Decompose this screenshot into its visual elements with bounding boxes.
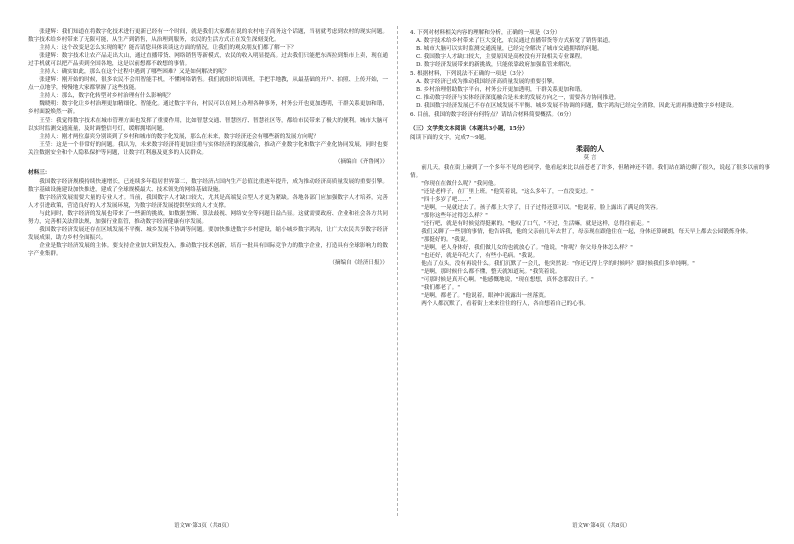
story-author: 莫 言 [583,154,597,161]
question-section [410,29,770,120]
material-heading: 材料三： [28,169,51,176]
dialog-paragraph: 王莹：我觉得数字技术在城市管理方面也发挥了重要作用，比如智慧交通、智慧医疗、智慧社区等，都给市民带来了极大的便利。城市大脑可以实时监测交通流量，及时调整信号灯，缓解拥堵问题。 [28,117,388,132]
story-paragraph: 前几天，我在街上碰到了一个多年不见的老同学，他看起来比以前苍老了许多，但精神还不错。我们站在路边聊了很久，说起了很多以前的事情。 [410,164,770,179]
dialog-paragraph: 张建辉：我们知道在将数字化技术进行更新已经有一个时间，就是我们大家都在说的农村电子商务这个话题，当初就考虑到农村的现实问题。数字技术给乡村带来了无限可能，从生产到销售，从治理到服务，农民的生活方式正在发生深刻变化。 [28,29,388,44]
section-instruction: 阅读下面的文字，完成7～9题。 [410,134,490,141]
spacer [410,120,770,123]
dialog-section [28,28,388,157]
question-stem: 5. 根据材料，下列说法不正确的一项是（3分） [410,71,527,78]
material-paragraph: 企业是数字经济发展的主体。要支持企业加大研发投入，推动数字技术创新，培育一批具有国际竞争力的数字企业，打造具有全球影响力的数字产业集群。 [28,243,388,258]
dialog-paragraph: 王莹：这是一个非常好的问题。我认为，未来数字经济将更加注重与实体经济的深度融合，推动产业数字化和数字产业化协同发展，同时也要关注数据安全和个人隐私保护等问题，让数字红利惠及更多的人民群众。 [28,141,388,156]
story-paragraph: 我们又聊了一些别的事情，他告诉我，他的父亲前几年去世了，母亲现在跟他住在一起，身体还算硬朗，每天早上都去公园锻炼身体。 [421,229,752,236]
question-option: D. 数字经济发展带来的新挑战，只能依靠政府加强监管来解决。 [416,62,575,69]
material-paragraph: 数字经济发展需要大量的专业人才。当前，我国数字人才缺口较大，尤其是高端复合型人才更为紧缺。各地各部门应加强数字人才培养，完善人才引进政策，营造良好的人才发展环境，为数字经济发展提供坚实的人才支撑。 [28,194,388,209]
material-paragraph: 我国数字经济发展还存在区域发展不平衡、城乡发展不协调等问题。要加快推进数字乡村建设，缩小城乡数字鸿沟，让广大农民共享数字经济发展成果，助力乡村全面振兴。 [28,227,388,242]
story-paragraph: "是啊，那时候什么都不懂，整天就知道玩。"我笑着说。 [421,269,561,276]
dialog-paragraph: 主持人：那么，数字化转型对乡村治理有什么影响呢？ [39,93,174,100]
question-option: A. 数字经济已成为推动我国经济高质量发展的重要引擎。 [416,79,558,86]
story-paragraph: "可那时候是真开心啊。"他感慨地说，"现在想想，真怀念那段日子。" [421,277,594,284]
story-paragraph: "也还好，就是年纪大了，有些小毛病。"我说。 [421,253,539,260]
column-divider [397,26,398,516]
dialog-paragraph: 主持人：确实如此，那么在这个过程中遇到了哪些困难？又是如何解决的呢？ [39,69,230,76]
source-citation-1: （摘编自《齐鲁网》） [334,158,388,165]
question-stem: 6. 目前，我国的数字经济有何特点？请结合材料简要概括。（6分） [410,112,575,119]
dialog-paragraph: 张建辉：数字技术让农产品走出大山，通过直播带货、网络销售等新模式，农民的收入明显提高。过去我们只能把东西拉到集市上卖，现在通过手机就可以把产品卖到全国各地，这是以前想都不敢想的事情。 [28,53,388,68]
story-paragraph: "四十多岁了吧……" [421,196,472,203]
source-citation-2: （摘编自《经济日报》） [329,260,388,267]
dialog-paragraph: 张建辉：刚开始的时候，很多农民不会用智能手机，不懂网络销售。我们就组织培训班，手把手地教，从最基础的开户、拍照、上传开始，一点一点地学，慢慢地大家都掌握了这些技能。 [28,77,388,92]
story-section [410,164,770,309]
material-section [28,178,388,258]
page-footer-right: 语文W·第4页（共8页） [572,523,631,529]
story-paragraph: 他点了点头，没有再说什么。我们沉默了一会儿，他突然说："你还记得上学的时候吗？那时候我们多单纯啊。" [421,261,695,268]
question-stem: 4. 下列对材料相关内容的理解和分析，正确的一项是（3分） [410,30,561,36]
story-paragraph: "是啊，老人身体好，我们做儿女的也就放心了。"他说，"你呢？你父母身体怎么样？" [421,245,633,252]
dialog-paragraph: 魏晓明：数字化让乡村治理更加精细化、智能化。通过数字平台，村民可以在网上办理各种事务，村务公开也更加透明，干群关系更加和谐，乡村面貌焕然一新。 [28,101,388,116]
question-option: C. 我国数字人才缺口较大，主要原因是高校没有开设相关专业课程。 [416,54,586,61]
story-paragraph: "我们都老了。" [421,285,460,292]
story-title: 柔弱的人 [576,143,604,153]
story-paragraph: "还是老样子，在厂里上班。"他笑着说，"这么多年了，一直没变过。" [421,188,594,195]
story-paragraph: "是啊，一晃就过去了。孩子都上大学了，日子过得还算可以。"他说着，脸上露出了满足的笑容。 [421,204,662,211]
question-option: C. 推动数字经济与实体经济深度融合是未来的发展方向之一，需要各方协同推进。 [416,95,620,102]
story-paragraph: "那你这些年过得怎么样？" [421,212,488,219]
dialog-paragraph: 主持人：这个改变是怎么实现的呢？能否请您具体谈谈这方面的情况，让我们的观众朋友们都了解一下？ [39,45,297,52]
question-option: A. 数字技术给乡村带来了巨大变化，农民通过直播带货等方式拓宽了销售渠道。 [416,38,614,45]
question-option: B. 城市大脑可以实时监测交通流量，已经完全解决了城市交通拥堵的问题。 [416,46,603,53]
material-paragraph: 与此同时，数字经济的发展也带来了一些新的挑战，如数据垄断、算法歧视、网络安全等问题日益凸显。这就需要政府、企业和社会各方共同努力，完善相关法律法规，加强行业监管，推动数字经济健康有序发展。 [28,211,388,226]
story-paragraph: "你现在在做什么呢？"我问他。 [421,180,500,187]
story-paragraph: "那挺好的。"我说。 [421,237,472,244]
dialog-paragraph: 主持人：刚才两位嘉宾分别谈到了乡村和城市的数字化发展，那么在未来，数字经济还会有哪些新的发展方向呢？ [39,133,319,140]
left-column [28,28,388,512]
story-paragraph: "是啊，都老了。"他说着，眼神中流露出一丝落寞。 [421,293,550,300]
story-paragraph: "还行吧，就是有时候觉得挺累的。"他叹了口气，"不过，生活嘛，就是这样，总得往前走。" [421,220,650,227]
material-paragraph: 我国数字经济规模持续快速增长，已连续多年稳居世界第二，数字经济占国内生产总值比重逐年提升，成为推动经济高质量发展的重要引擎。数字基础设施建设加快推进，建成了全球规模最大、技术领先的网络基础设施。 [28,178,388,193]
right-column [410,28,770,512]
question-option: D. 我国数字经济发展已不存在区域发展不平衡、城乡发展不协调的问题，数字鸿沟已经完全消除，因此无需再推进数字乡村建设。 [416,103,738,110]
section-heading: （三）文学类文本阅读（本题共3小题，15分） [410,125,528,132]
story-paragraph: 两个人都沉默了，看着街上来来往往的行人，各自想着自己的心事。 [421,301,590,308]
question-option: B. 乡村治理借助数字平台，村务公开更加透明，干群关系更加和谐。 [416,87,586,94]
page-footer-left: 语文W·第3页（共8页） [174,523,233,529]
